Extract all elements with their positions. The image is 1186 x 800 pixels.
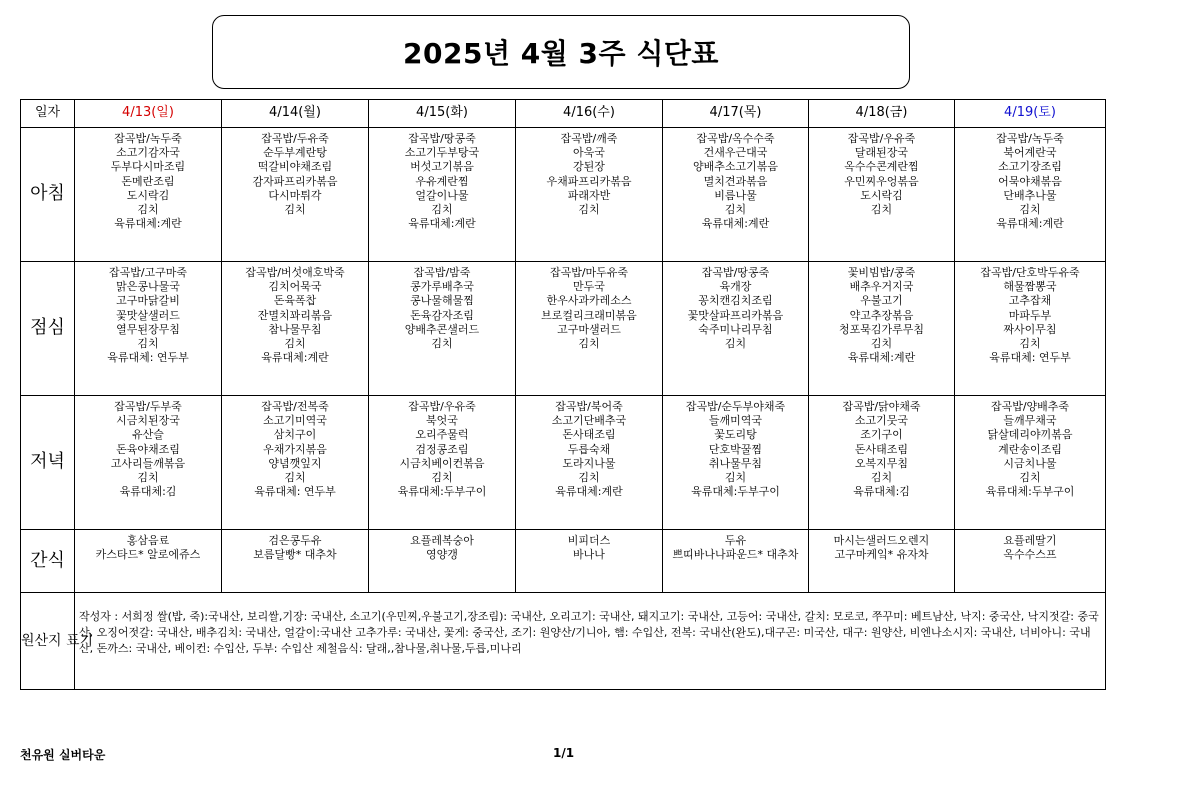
breakfast-day-cell xyxy=(369,128,516,262)
dinner-day-cell xyxy=(809,396,955,530)
menu-item: 김치 xyxy=(578,471,600,485)
menu-item: 고구마케잌* 유자차 xyxy=(834,548,929,562)
menu-item: 잡곡밥/순두부야채죽 xyxy=(685,400,786,413)
page-title: 2025년 4월 3주 식단표 xyxy=(403,37,719,70)
menu-item: 얼갈이나물 xyxy=(415,188,469,202)
breakfast-day-cell xyxy=(809,128,955,262)
menu-item: 육류대체:두부구이 xyxy=(985,485,1075,499)
breakfast-day-cell xyxy=(75,128,222,262)
menu-item: 김치 xyxy=(724,337,747,351)
footer-organization: 천유원 실버타운 xyxy=(20,748,106,762)
menu-item: 비름나물 xyxy=(714,188,757,202)
menu-item: 돈육폭찹 xyxy=(273,294,317,308)
menu-item: 잡곡밥/양배추죽 xyxy=(990,400,1070,413)
menu-item: 바나나 xyxy=(573,548,605,562)
menu-item: 돈사태조림 xyxy=(562,428,616,442)
menu-item: 카스타드* 알로에쥬스 xyxy=(95,548,201,562)
menu-item: 계란송이조림 xyxy=(998,442,1062,456)
menu-item: 두부다시마조림 xyxy=(110,160,186,174)
menu-item: 육류대체:계란 xyxy=(114,217,182,231)
origin-row xyxy=(21,593,1106,690)
menu-item: 해물짬뽕국 xyxy=(1003,280,1057,294)
menu-item: 양념깻잎지 xyxy=(268,456,322,470)
breakfast-day-cell xyxy=(222,128,369,262)
menu-item: 육류대체:계란 xyxy=(996,217,1064,231)
day-header-0: 4/13(일) xyxy=(75,100,222,128)
menu-item: 잡곡밥/단호박두유죽 xyxy=(980,266,1080,279)
menu-item: 김치 xyxy=(578,337,600,351)
menu-item: 육류대체: 연두부 xyxy=(107,351,189,365)
dinner-day-cell xyxy=(516,396,663,530)
menu-item: 육류대체:계란 xyxy=(701,217,770,231)
menu-item: 삼치구이 xyxy=(273,428,317,442)
menu-item: 두유 xyxy=(724,534,747,547)
menu-item: 어묵야채볶음 xyxy=(998,174,1062,188)
menu-item: 잡곡밥/북어죽 xyxy=(555,400,623,413)
snack-day-cell xyxy=(75,530,222,593)
menu-item: 육류대체: 연두부 xyxy=(989,351,1071,365)
menu-item: 검은콩두유 xyxy=(268,534,322,547)
menu-item: 시금치베이컨볶음 xyxy=(399,456,485,470)
origin-text: 작성자 : 서희정 쌀(밥, 죽):국내산, 보리쌀,기장: 국내산, 소고기(우민찌,우불고기,장조림): 국내산, 오리고기: 국내산, 돼지고기: 국내산, 고등어: 국내산, 갈치: 모로코, 쭈꾸미: 베트남산, 낙지: 중국산, 낙지젓갈: 중국산, 오징어젓갈: 국내산, 배추김치: 국내산, 얼갈이:국내산 고추가루: 국내산, 꽃게: 중국산, 조기: 원양산/기니아, 햄: 수입산, 전복: 국내산(완도),대구곤: 미국산, 대구: 원양산, 비엔나소시지: 국내산, 너비아니: 국내산, 돈까스: 국내산, 베이컨: 수입산, 두부: 수입산 제철음식: 달래,,참나물,취나물,두릅,미나리 xyxy=(75,593,1106,690)
menu-item: 순두부계란탕 xyxy=(263,146,327,160)
menu-item: 김치 xyxy=(724,203,747,217)
menu-item: 두릅숙채 xyxy=(567,442,611,456)
menu-item: 잡곡밥/두유죽 xyxy=(261,132,329,145)
menu-item: 청포묵김가루무침 xyxy=(838,322,924,336)
menu-item: 잡곡밥/전복죽 xyxy=(261,400,329,413)
menu-item: 홍삼음료 xyxy=(126,534,170,547)
menu-item: 잡곡밥/녹두죽 xyxy=(114,132,182,145)
menu-item: 꽃도리탕 xyxy=(714,428,757,442)
menu-item: 닭살데리야끼볶음 xyxy=(987,428,1073,442)
menu-item: 우유계란찜 xyxy=(415,174,469,188)
menu-item: 마시는샐러드오렌지 xyxy=(833,534,930,547)
breakfast-row xyxy=(21,128,1106,262)
menu-item: 요플레복숭아 xyxy=(410,534,474,547)
menu-item: 감자파프리카볶음 xyxy=(252,174,338,188)
menu-item: 육류대체:두부구이 xyxy=(691,485,780,499)
menu-item: 잡곡밥/땅콩죽 xyxy=(408,132,476,145)
menu-item: 우채파프리카볶음 xyxy=(546,174,632,188)
menu-item: 들깨무채국 xyxy=(1003,414,1057,428)
day-header-4: 4/17(목) xyxy=(663,100,809,128)
menu-item: 김치 xyxy=(1019,337,1041,351)
menu-item: 영양갱 xyxy=(426,548,458,562)
menu-item: 잡곡밥/두부죽 xyxy=(114,400,182,413)
menu-item: 조기구이 xyxy=(860,428,903,442)
menu-item: 도시락김 xyxy=(860,188,903,202)
menu-item: 김치 xyxy=(1019,203,1041,217)
title-box xyxy=(212,15,910,89)
menu-item: 검정콩조림 xyxy=(415,442,469,456)
lunch-day-cell xyxy=(516,262,663,396)
menu-item: 잡곡밥/옥수수죽 xyxy=(696,132,775,145)
menu-item: 김치 xyxy=(137,203,159,217)
menu-item: 도라지나물 xyxy=(562,456,616,470)
menu-item: 김치 xyxy=(1019,471,1041,485)
menu-item: 아욱국 xyxy=(573,146,605,160)
menu-item: 김치 xyxy=(284,471,306,485)
menu-item: 잡곡밥/우유죽 xyxy=(408,400,476,413)
menu-item: 잡곡밥/마두유죽 xyxy=(549,266,629,279)
menu-item: 육개장 xyxy=(719,280,752,294)
menu-item: 육류대체:두부구이 xyxy=(397,485,487,499)
breakfast-day-cell xyxy=(955,128,1106,262)
dinner-day-cell xyxy=(222,396,369,530)
menu-item: 돈메란조림 xyxy=(121,174,175,188)
dinner-day-cell xyxy=(75,396,222,530)
menu-item: 꽃맛살파프리카볶음 xyxy=(687,308,784,322)
menu-item: 잡곡밥/버섯애호박죽 xyxy=(245,266,345,279)
menu-item: 소고기두부탕국 xyxy=(404,146,480,160)
menu-item: 돈육야채조림 xyxy=(116,442,180,456)
snack-day-cell xyxy=(809,530,955,593)
menu-item: 옥수수스프 xyxy=(1003,548,1057,562)
menu-item: 도시락김 xyxy=(126,188,170,202)
menu-item: 잡곡밥/녹두죽 xyxy=(996,132,1064,145)
menu-item: 브로컬리크래미볶음 xyxy=(541,308,637,322)
menu-item: 김치 xyxy=(137,471,159,485)
menu-item: 우불고기 xyxy=(860,294,903,308)
menu-item: 잡곡밥/깨죽 xyxy=(560,132,618,145)
menu-item: 고추잡채 xyxy=(1008,294,1052,308)
menu-item: 소고기감자국 xyxy=(116,146,180,160)
menu-item: 잔멸치꽈리볶음 xyxy=(257,308,333,322)
menu-item: 김치 xyxy=(284,203,306,217)
dinner-row xyxy=(21,396,1106,530)
menu-item: 육류대체:김 xyxy=(853,485,910,499)
menu-item: 북어계란국 xyxy=(1003,146,1057,160)
menu-item: 육류대체:김 xyxy=(119,485,177,499)
snack-label: 간식 xyxy=(21,530,75,593)
snack-day-cell xyxy=(222,530,369,593)
menu-item: 잡곡밥/닭야채죽 xyxy=(842,400,921,413)
menu-item: 육류대체: 연두부 xyxy=(254,485,336,499)
lunch-day-cell xyxy=(809,262,955,396)
menu-item: 멸치견과볶음 xyxy=(703,174,768,188)
snack-day-cell xyxy=(516,530,663,593)
menu-item: 소고기장조림 xyxy=(998,160,1062,174)
menu-item: 고구마샐러드 xyxy=(557,322,621,336)
menu-item: 김치어묵국 xyxy=(268,280,322,294)
menu-item: 맑은콩나물국 xyxy=(116,280,180,294)
lunch-day-cell xyxy=(663,262,809,396)
menu-item: 김치 xyxy=(870,337,893,351)
menu-item: 양배추콘샐러드 xyxy=(404,322,480,336)
menu-item: 김치 xyxy=(431,337,453,351)
menu-item: 참나물무침 xyxy=(268,322,322,336)
menu-item: 단호박꿀찜 xyxy=(708,442,763,456)
menu-item: 북엇국 xyxy=(426,414,458,428)
menu-item: 들깨미역국 xyxy=(708,414,763,428)
menu-item: 버섯고기볶음 xyxy=(410,160,474,174)
lunch-day-cell xyxy=(955,262,1106,396)
menu-item: 잡곡밥/고구마죽 xyxy=(108,266,188,279)
lunch-row xyxy=(21,262,1106,396)
breakfast-day-cell xyxy=(663,128,809,262)
dinner-label: 저녁 xyxy=(21,396,75,530)
day-header-2: 4/15(화) xyxy=(369,100,516,128)
menu-item: 요플레딸기 xyxy=(1003,534,1057,547)
menu-item: 김치 xyxy=(578,203,600,217)
snack-day-cell xyxy=(663,530,809,593)
menu-item: 약고추장볶음 xyxy=(849,308,914,322)
menu-item: 꽁치캔김치조림 xyxy=(698,294,773,308)
menu-table xyxy=(20,99,1106,690)
menu-item: 돈육감자조림 xyxy=(410,308,474,322)
menu-item: 옥수수콘계란찜 xyxy=(844,160,919,174)
menu-item: 만두국 xyxy=(573,280,605,294)
menu-item: 다시마튀각 xyxy=(268,188,322,202)
lunch-label: 점심 xyxy=(21,262,75,396)
menu-item: 보름달빵* 대추차 xyxy=(253,548,337,562)
lunch-day-cell xyxy=(369,262,516,396)
lunch-day-cell xyxy=(75,262,222,396)
menu-item: 육류대체:계란 xyxy=(847,351,916,365)
menu-item: 배추우거지국 xyxy=(849,280,914,294)
menu-item: 시금치된장국 xyxy=(116,414,180,428)
breakfast-day-cell xyxy=(516,128,663,262)
footer-page-number: 1/1 xyxy=(553,746,575,760)
menu-item: 한우사과카레소스 xyxy=(546,294,632,308)
menu-item: 소고기미역국 xyxy=(263,414,327,428)
dinner-day-cell xyxy=(369,396,516,530)
dinner-day-cell xyxy=(663,396,809,530)
dinner-day-cell xyxy=(955,396,1106,530)
menu-item: 김치 xyxy=(137,337,159,351)
lunch-day-cell xyxy=(222,262,369,396)
menu-item: 잡곡밥/우유죽 xyxy=(847,132,916,145)
menu-item: 건새우근대국 xyxy=(703,146,768,160)
menu-item: 파래자반 xyxy=(567,188,611,202)
header-row xyxy=(21,100,1106,128)
menu-item: 꽃비빔밥/콩죽 xyxy=(847,266,916,279)
menu-item: 달래된장국 xyxy=(854,146,909,160)
menu-item: 시금치나물 xyxy=(1003,456,1057,470)
menu-item: 김치 xyxy=(870,471,893,485)
menu-item: 김치 xyxy=(431,471,453,485)
menu-item: 고구마닭갈비 xyxy=(116,294,180,308)
menu-item: 유산슬 xyxy=(132,428,164,442)
menu-item: 양배추소고기볶음 xyxy=(692,160,778,174)
menu-item: 우민찌우엉볶음 xyxy=(844,174,919,188)
menu-item: 마파두부 xyxy=(1008,308,1052,322)
menu-item: 고사리들깨볶음 xyxy=(110,456,186,470)
menu-item: 열무된장무침 xyxy=(116,322,180,336)
menu-item: 잡곡밥/밤죽 xyxy=(413,266,471,279)
menu-item: 취나물무침 xyxy=(708,456,763,470)
menu-item: 김치 xyxy=(431,203,453,217)
menu-item: 쁘띠바나나파운드* 대추차 xyxy=(672,548,799,562)
menu-item: 짜사이무침 xyxy=(1003,322,1057,336)
day-header-3: 4/16(수) xyxy=(516,100,663,128)
menu-item: 오복지무침 xyxy=(854,456,909,470)
day-header-5: 4/18(금) xyxy=(809,100,955,128)
breakfast-label: 아침 xyxy=(21,128,75,262)
day-header-6: 4/19(토) xyxy=(955,100,1106,128)
menu-item: 육류대체:계란 xyxy=(408,217,476,231)
snack-day-cell xyxy=(369,530,516,593)
menu-item: 김치 xyxy=(870,203,893,217)
menu-item: 우채가지볶음 xyxy=(263,442,327,456)
menu-item: 강된장 xyxy=(573,160,605,174)
menu-item: 김치 xyxy=(724,471,747,485)
date-header-label: 일자 xyxy=(21,100,75,128)
menu-item: 단배추나물 xyxy=(1003,188,1057,202)
menu-item: 돈사태조림 xyxy=(854,442,909,456)
menu-item: 오리주물럭 xyxy=(415,428,469,442)
menu-item: 소고기단배추국 xyxy=(551,414,627,428)
snack-row xyxy=(21,530,1106,593)
menu-item: 육류대체:계란 xyxy=(261,351,329,365)
menu-item: 꽃맛살샐러드 xyxy=(116,308,180,322)
origin-label: 원산지 표기 xyxy=(21,593,75,690)
menu-item: 잡곡밥/땅콩죽 xyxy=(701,266,770,279)
menu-item: 콩가루배추국 xyxy=(410,280,474,294)
menu-item: 김치 xyxy=(284,337,306,351)
snack-day-cell xyxy=(955,530,1106,593)
menu-item: 숙주미나리무침 xyxy=(698,322,773,336)
menu-item: 비피더스 xyxy=(567,534,611,547)
menu-item: 떡갈비야채조림 xyxy=(257,160,333,174)
menu-item: 육류대체:계란 xyxy=(555,485,623,499)
day-header-1: 4/14(월) xyxy=(222,100,369,128)
menu-item: 콩나물해물찜 xyxy=(410,294,474,308)
menu-item: 소고기뭇국 xyxy=(854,414,909,428)
